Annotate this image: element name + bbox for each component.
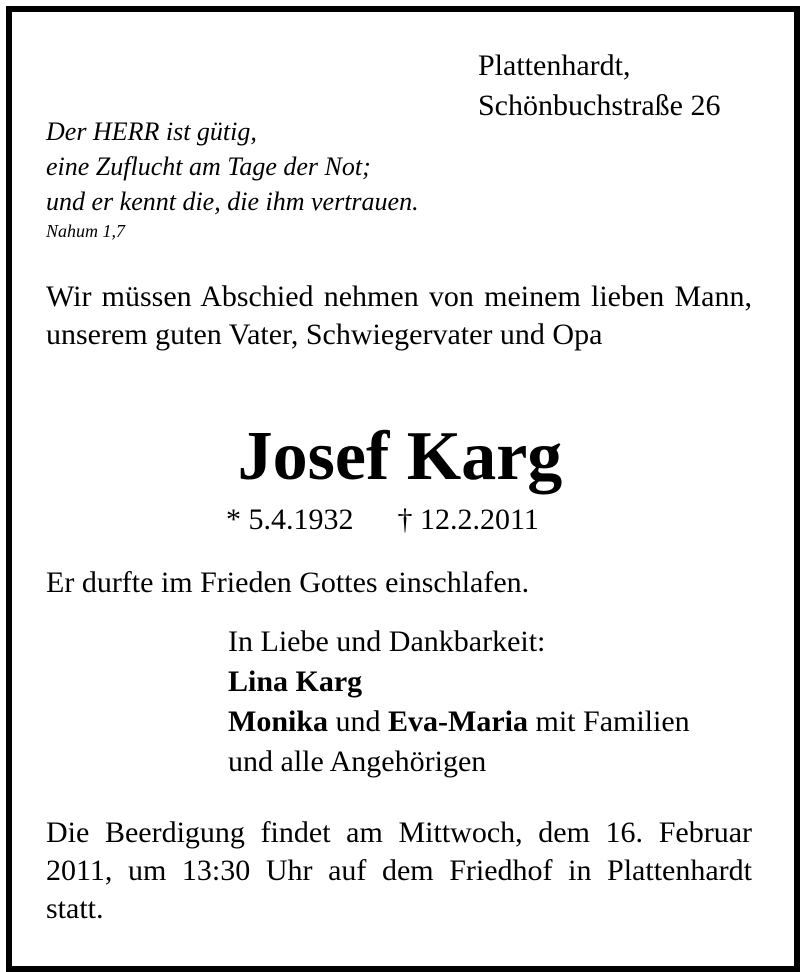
mourners-others: und alle Angehörigen — [228, 745, 487, 778]
mourners-block — [228, 622, 690, 782]
mourners-children-line — [228, 702, 690, 742]
address-block — [478, 46, 720, 126]
verse-reference: Nahum 1,7 — [46, 221, 126, 241]
bible-verse — [46, 114, 419, 219]
verse-line-3: und er kennt die, die ihm vertrauen. — [46, 187, 419, 216]
address-street: Schönbuchstraße 26 — [478, 89, 721, 122]
mourner-child-2: Eva-Maria — [388, 705, 528, 738]
mourners-joiner: und — [328, 705, 389, 738]
passing-text: Er durfte im Frieden Gottes einschlafen. — [46, 566, 530, 599]
birth-date: * 5.4.1932 — [226, 503, 354, 536]
mourners-suffix: mit Familien — [528, 705, 690, 738]
intro-text: Wir müssen Abschied nehmen von meinem lieben Mann, unserem guten Vater, Schwiegervater und Opa — [46, 280, 752, 351]
mourner-spouse: Lina Karg — [228, 665, 363, 698]
death-date: † 12.2.2011 — [397, 503, 539, 536]
verse-line-2: eine Zuflucht am Tage der Not; — [46, 152, 371, 181]
funeral-text: Die Beerdigung findet am Mittwoch, dem 16. Februar 2011, um 13:30 Uhr auf dem Friedhof in Plattenhardt statt. — [46, 816, 752, 925]
verse-line-1: Der HERR ist gütig, — [46, 117, 257, 146]
deceased-name: Josef Karg — [237, 418, 563, 495]
address-city: Plattenhardt, — [478, 49, 631, 82]
life-dates — [226, 500, 539, 540]
mourners-heading: In Liebe und Dankbarkeit: — [228, 625, 546, 658]
mourner-child-1: Monika — [228, 705, 329, 738]
